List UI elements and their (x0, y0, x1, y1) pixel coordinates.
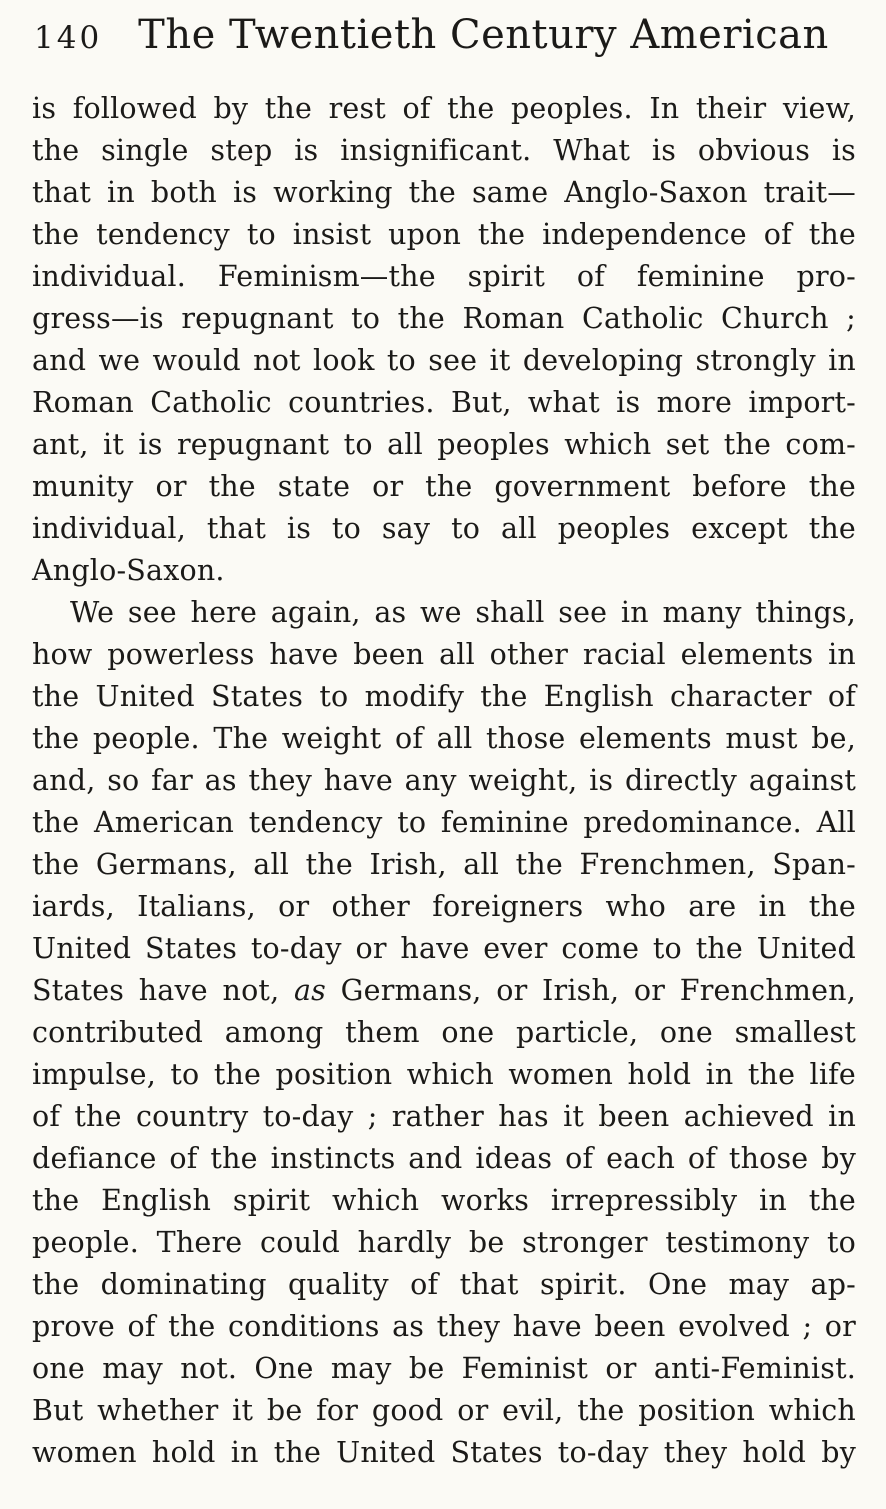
text-line: the people. The weight of all those elements must be, (32, 722, 856, 755)
text-line: the dominating quality of that spirit. One may ap- (32, 1268, 856, 1301)
text-line: is followed by the rest of the peoples. In their view, (32, 92, 856, 125)
text-line: Anglo-Saxon. (32, 554, 225, 587)
text-line: that in both is working the same Anglo-Saxon trait— (32, 176, 856, 209)
paragraph (32, 88, 856, 592)
text-line: the United States to modify the English character of (32, 680, 856, 713)
text-line: contributed among them one particle, one smallest (32, 1016, 856, 1049)
text-line: munity or the state or the government before the (32, 470, 856, 503)
text-line: iards, Italians, or other foreigners who are in the (32, 890, 856, 923)
text-line: one may not. One may be Feminist or anti-Feminist. (32, 1352, 856, 1385)
text-line: impulse, to the position which women hold in the life (32, 1058, 856, 1091)
running-head (34, 12, 856, 58)
text-line: the American tendency to feminine predominance. All (32, 806, 856, 839)
text-line: of the country to-day ; rather has it been achieved in (32, 1100, 856, 1133)
text-line: the single step is insignificant. What is obvious is (32, 134, 856, 167)
text-line: ant, it is repugnant to all peoples which set the com- (32, 428, 856, 461)
text-line: the English spirit which works irrepressibly in the (32, 1184, 856, 1217)
text-line: individual, that is to say to all peoples except the (32, 512, 856, 545)
text-line: how powerless have been all other racial elements in (32, 638, 856, 671)
text-line: Roman Catholic countries. But, what is more import- (32, 386, 856, 419)
page-number: 140 (34, 20, 103, 56)
text-line: and we would not look to see it developing strongly in (32, 344, 856, 377)
text-line: defiance of the instincts and ideas of each of those by (32, 1142, 856, 1175)
text-line: United States to-day or have ever come to the United (32, 932, 856, 965)
text-line: gress—is repugnant to the Roman Catholic Church ; (32, 302, 856, 335)
running-title: The Twentieth Century American (138, 12, 829, 58)
text-line: individual. Feminism—the spirit of feminine pro- (32, 260, 856, 293)
text-line: the tendency to insist upon the independence of the (32, 218, 856, 251)
paragraph (32, 592, 856, 1474)
text-line: the Germans, all the Irish, all the Frenchmen, Span- (32, 848, 856, 881)
italic-text: as (293, 974, 327, 1007)
text-line: But whether it be for good or evil, the position which (32, 1394, 856, 1427)
text-line: women hold in the United States to-day they hold by (32, 1436, 856, 1469)
page-body (32, 88, 856, 1474)
text-line: States have not, as Germans, or Irish, or Frenchmen, (32, 974, 856, 1007)
text-line: We see here again, as we shall see in many things, (70, 596, 856, 629)
text-line: prove of the conditions as they have been evolved ; or (32, 1310, 856, 1343)
text-line: people. There could hardly be stronger testimony to (32, 1226, 856, 1259)
text-line: and, so far as they have any weight, is directly against (32, 764, 856, 797)
